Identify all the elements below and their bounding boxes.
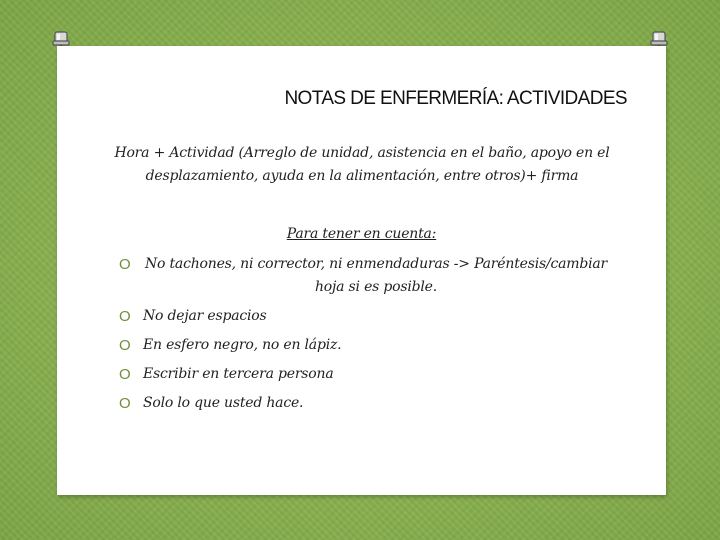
bullet-marker: O (119, 366, 131, 383)
bullet-text: En esfero negro, no en lápiz. (143, 337, 342, 353)
bullet-text: Escribir en tercera persona (143, 366, 334, 382)
bullet-item (119, 253, 609, 299)
intro-text: Hora + Actividad (Arreglo de unidad, asistencia en el baño, apoyo en el desplazamiento, ayuda en la alimentación, entre otros)+ firma (114, 145, 610, 184)
bullet-text: No tachones, ni corrector, ni enmendaduras -> Paréntesis/cambiar hoja si es posible. (144, 256, 608, 295)
bullet-marker: O (119, 395, 131, 412)
bullet-marker: O (119, 337, 131, 354)
note-heading: Para tener en cuenta: (286, 226, 437, 242)
bullet-marker: O (119, 256, 131, 273)
bullet-text: Solo lo que usted hace. (143, 395, 304, 411)
slide-title: NOTAS DE ENFERMERÍA: ACTIVIDADES (284, 88, 627, 109)
bullet-list (119, 253, 609, 421)
bullet-marker: O (119, 308, 131, 325)
bullet-item (119, 305, 609, 328)
slide-card (57, 46, 666, 495)
bullet-item (119, 363, 609, 386)
bullet-item (119, 334, 609, 357)
bullet-text: No dejar espacios (143, 308, 267, 324)
bullet-item (119, 392, 609, 415)
